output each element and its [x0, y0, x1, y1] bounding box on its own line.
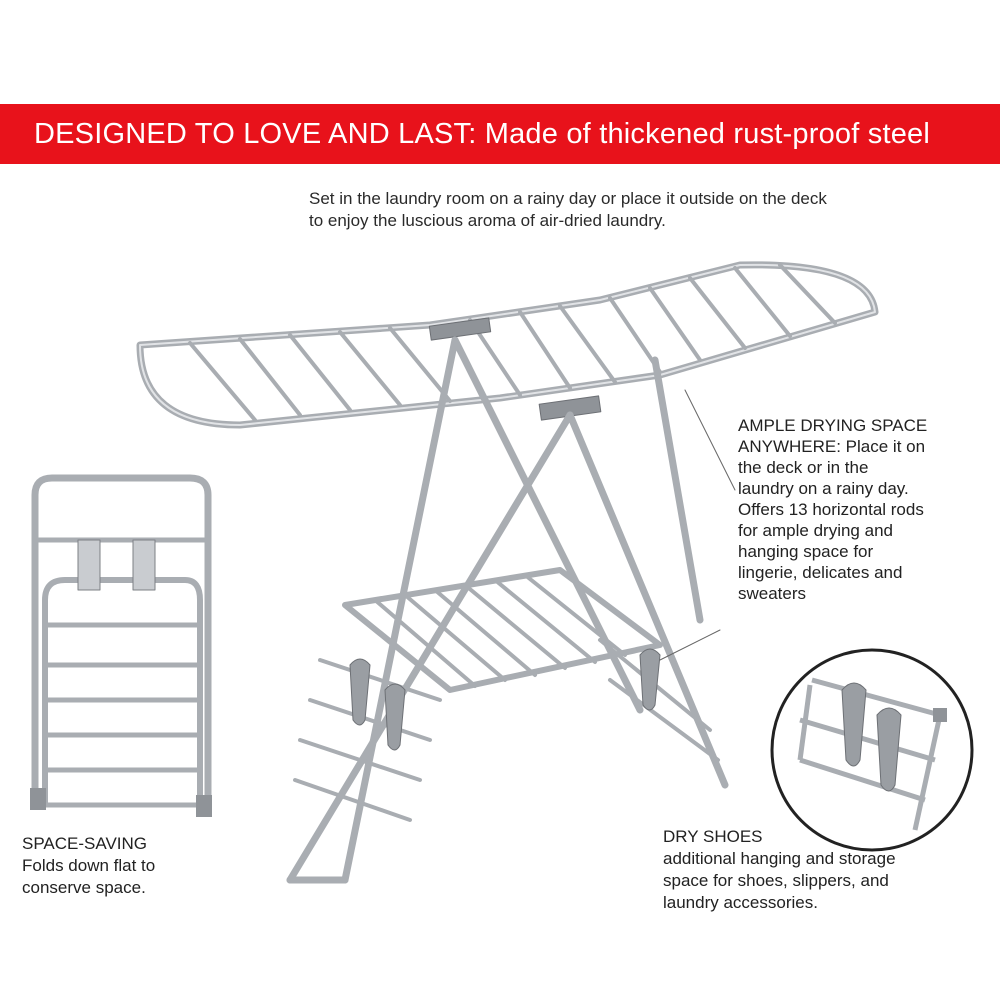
- dry-shoes-text: [663, 826, 993, 914]
- space-line: conserve space.: [22, 878, 146, 897]
- intro-line-2: to enjoy the luscious aroma of air-dried laundry.: [309, 211, 666, 230]
- ample-line: sweaters: [738, 584, 807, 603]
- ample-line: laundry on a rainy day.: [738, 479, 909, 498]
- ample-line: ANYWHERE: Place it on: [738, 437, 926, 456]
- intro-line-1: Set in the laundry room on a rainy day or place it outside on the deck: [309, 189, 827, 208]
- ample-line: hanging space for: [738, 542, 874, 561]
- ample-line: AMPLE DRYING SPACE: [738, 416, 928, 435]
- shoes-line: additional hanging and storage: [663, 849, 896, 868]
- space-line: Folds down flat to: [22, 856, 156, 875]
- banner-title: DESIGNED TO LOVE AND LAST: Made of thickened rust-proof steel: [34, 118, 931, 150]
- shoes-line: DRY SHOES: [663, 827, 763, 846]
- shoe-holder-detail-circle: [772, 650, 972, 850]
- space-saving-text: [22, 833, 242, 899]
- ample-line: lingerie, delicates and: [738, 563, 903, 582]
- folded-rack-illustration: [30, 478, 212, 817]
- ample-line: for ample drying and: [738, 521, 893, 540]
- space-line: SPACE-SAVING: [22, 834, 148, 853]
- ample-line: Offers 13 horizontal rods: [738, 500, 924, 519]
- shoes-line: space for shoes, slippers, and: [663, 871, 889, 890]
- ample-line: the deck or in the: [738, 458, 869, 477]
- shoes-line: laundry accessories.: [663, 893, 818, 912]
- ample-drying-text: [738, 415, 988, 604]
